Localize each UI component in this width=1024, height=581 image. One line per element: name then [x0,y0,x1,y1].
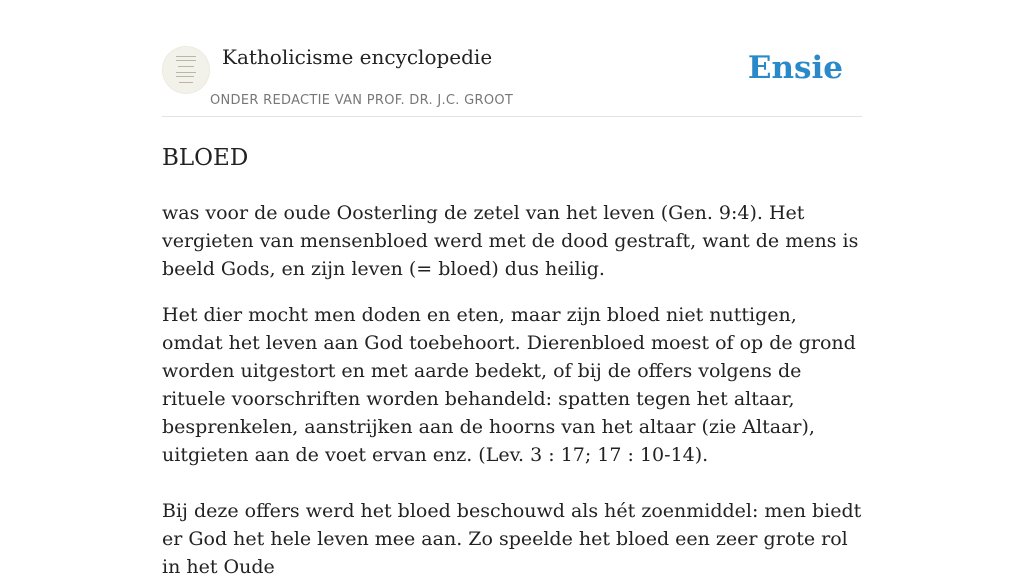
book-cover-thumbnail[interactable] [162,46,210,94]
publication-editor: ONDER REDACTIE VAN PROF. DR. J.C. GROOT [210,93,514,108]
entry-paragraph-3: Bij deze offers werd het bloed beschouwd als hét zoenmiddel: men biedt er God het hele leven mee aan. Zo speelde het bloed een zeer grote rol in het Oude [162,500,862,578]
header [162,0,862,117]
publication-title[interactable]: Katholicisme encyclopedie [222,45,493,69]
entry-paragraph-1: was voor de oude Oosterling de zetel van het leven (Gen. 9:4). Het vergieten van mensenbloed werd met de dood gestraft, want de mens is beeld Gods, en zijn leven (= bloed) dus heilig. [162,202,859,280]
brand-logo[interactable]: Ensie [747,50,843,86]
page-content [162,0,862,581]
entry-paragraph-2: Het dier mocht men doden en eten, maar zijn bloed niet nuttigen, omdat het leven aan God toebehoort. Dierenbloed moest of op de grond worden uitgestort en met aarde bedekt, of bij de offers volgens de rituele voorschriften worden behandeld: spatten tegen het altaar, besprenkelen, aanstrijken aan de hoorns van het altaar (zie Altaar), uitgieten aan de voet ervan enz. (Lev. 3 : 17; 17 : 10-14). [162,304,856,466]
entry-title: BLOED [162,145,249,171]
